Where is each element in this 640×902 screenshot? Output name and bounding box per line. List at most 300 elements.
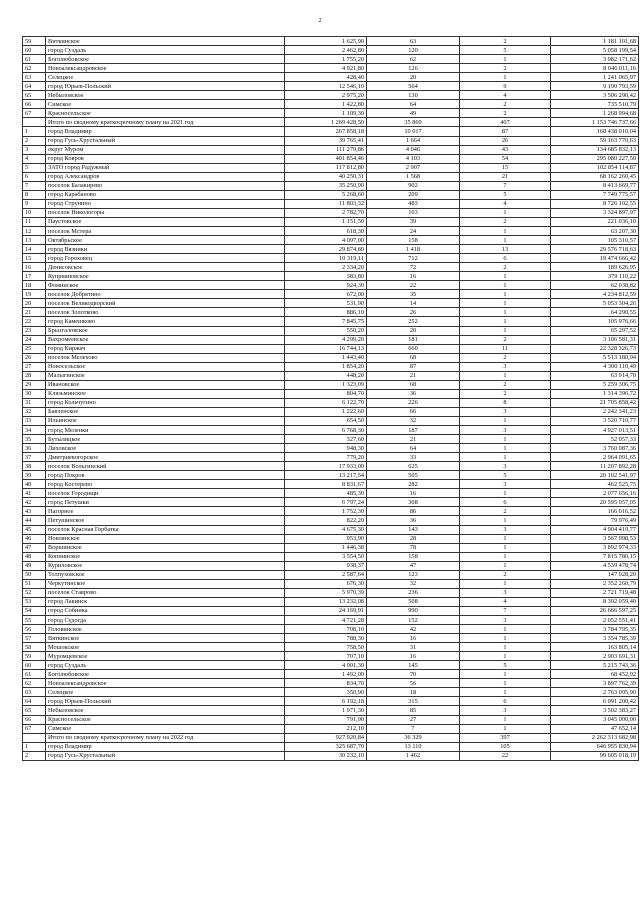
table-cell: 134 685 832,13	[551, 145, 639, 154]
table-cell: город Юрьев-Польский	[46, 697, 285, 706]
table-cell: 12 546,10	[285, 82, 367, 91]
table-cell: 1 181 101,68	[551, 37, 639, 46]
table-cell: 42	[23, 498, 46, 507]
table-cell: 7 815 780,15	[551, 552, 639, 561]
table-cell: 1	[460, 643, 551, 652]
table-cell: 67	[23, 724, 46, 733]
table-row	[23, 199, 639, 208]
table-cell: 56	[367, 679, 460, 688]
table-cell: 1	[460, 371, 551, 380]
table-cell: город Юрьев-Польский	[46, 82, 285, 91]
table-cell: 1 854,20	[285, 362, 367, 371]
table-cell: 3 506 290,42	[551, 91, 639, 100]
table-cell: 3 897 762,39	[551, 679, 639, 688]
table-cell: поселок Мелехово	[46, 353, 285, 362]
table-total-row	[23, 118, 639, 127]
table-cell: 5 268,60	[285, 190, 367, 199]
table-row	[23, 208, 639, 217]
table-cell: 948,30	[285, 444, 367, 453]
table-row	[23, 489, 639, 498]
table-cell: поселок Мстера	[46, 226, 285, 235]
table-cell: 65	[23, 706, 46, 715]
table-total-row	[23, 733, 639, 742]
table-cell: 26	[460, 136, 551, 145]
table-cell: 50	[23, 570, 46, 579]
table-cell: 236	[367, 588, 460, 597]
table-cell: 508	[367, 597, 460, 606]
table-cell: 123	[367, 570, 460, 579]
table-cell: 676,30	[285, 579, 367, 588]
table-row	[23, 109, 639, 118]
table-cell: 66	[23, 100, 46, 109]
table-cell: 52	[23, 588, 46, 597]
table-cell: 60	[23, 46, 46, 55]
table-cell: 3 502 383,27	[551, 706, 639, 715]
table-cell: 47	[23, 543, 46, 552]
table-cell: 654,50	[285, 416, 367, 425]
table-cell: 120	[367, 46, 460, 55]
table-cell: 822,20	[285, 516, 367, 525]
table-cell: 1	[460, 299, 551, 308]
table-cell: 1 755,20	[285, 55, 367, 64]
table-cell: 2	[460, 389, 551, 398]
table-row	[23, 670, 639, 679]
table-cell: 27	[23, 362, 46, 371]
table-cell: город Ковров	[46, 154, 285, 163]
table-cell: 1	[460, 308, 551, 317]
table-cell: 2 763 095,90	[551, 688, 639, 697]
table-cell: 2 077 656,16	[551, 489, 639, 498]
table-cell: поселок Ставрово	[46, 588, 285, 597]
table-cell: 49	[23, 561, 46, 570]
table-cell: город Гусь-Хрустальный	[46, 136, 285, 145]
table-cell: 1	[460, 579, 551, 588]
table-cell: 6	[460, 697, 551, 706]
table-cell: 64	[23, 82, 46, 91]
table-row	[23, 254, 639, 263]
table-cell: Боголюбовское	[46, 670, 285, 679]
table-cell: 63 914,70	[551, 371, 639, 380]
table-cell: 758,50	[285, 643, 367, 652]
table-cell: 39 765,41	[285, 136, 367, 145]
table-cell: 282	[367, 480, 460, 489]
table-cell: 1	[460, 634, 551, 643]
table-cell: 2 975,20	[285, 91, 367, 100]
table-row	[23, 606, 639, 615]
table-cell: 4 103	[367, 154, 460, 163]
table-cell: 448,20	[285, 371, 367, 380]
table-cell: 3 324 897,97	[551, 208, 639, 217]
table-cell: 102 854 114,87	[551, 163, 639, 172]
table-cell: 625	[367, 462, 460, 471]
table-cell: 38	[23, 462, 46, 471]
table-cell: 41	[23, 489, 46, 498]
table-cell: 1 314 396,72	[551, 389, 639, 398]
table-cell: 1 109,30	[285, 109, 367, 118]
table-row	[23, 525, 639, 534]
table-cell: 1 752,30	[285, 507, 367, 516]
table-cell: 6 768,30	[285, 426, 367, 435]
table-cell: 55	[23, 616, 46, 625]
table-row	[23, 272, 639, 281]
table-cell: 327,60	[285, 435, 367, 444]
table-cell: город Покров	[46, 471, 285, 480]
table-cell: 2 262 313 682,98	[551, 733, 639, 742]
table-row	[23, 652, 639, 661]
table-cell: 308	[367, 498, 460, 507]
table-cell: 111 279,86	[285, 145, 367, 154]
table-cell: 485,30	[285, 489, 367, 498]
table-cell: 221 036,10	[551, 217, 639, 226]
table-cell: 5	[460, 190, 551, 199]
table-row	[23, 64, 639, 73]
table-cell: 29 576 718,63	[551, 245, 639, 254]
table-cell: 68 452,92	[551, 670, 639, 679]
table-cell: 61	[23, 55, 46, 64]
table-cell: 62	[23, 64, 46, 73]
table-cell: 8 831,67	[285, 480, 367, 489]
table-cell: 902	[367, 181, 460, 190]
table-cell: 1 971,30	[285, 706, 367, 715]
table-cell: 3	[460, 525, 551, 534]
table-cell: 33	[367, 453, 460, 462]
table-cell: 158	[367, 236, 460, 245]
table-cell: 7	[367, 724, 460, 733]
table-cell: 189 626,95	[551, 263, 639, 272]
table-cell: 7	[460, 181, 551, 190]
table-cell: город Вязники	[46, 245, 285, 254]
table-cell: 2 587,64	[285, 570, 367, 579]
table-cell: 5 058 199,54	[551, 46, 639, 55]
table-cell: 1 443,40	[285, 353, 367, 362]
table-cell: 13 232,08	[285, 597, 367, 606]
table-row	[23, 462, 639, 471]
table-cell: 9 190 793,59	[551, 82, 639, 91]
table-cell: 3 784 795,35	[551, 625, 639, 634]
table-cell: 13 110	[367, 742, 460, 751]
table-cell: Итого по сводному краткосрочному плану на 2021 год	[46, 118, 285, 127]
table-row	[23, 371, 639, 380]
table-cell: 3	[460, 407, 551, 416]
table-cell: 21	[23, 308, 46, 317]
table-cell: 11	[23, 217, 46, 226]
table-row	[23, 172, 639, 181]
table-cell: 72	[367, 263, 460, 272]
table-cell: 3 982 171,62	[551, 55, 639, 64]
table-row	[23, 326, 639, 335]
table-cell: 4 539 478,74	[551, 561, 639, 570]
table-cell: 63	[367, 37, 460, 46]
table-cell: 1	[460, 236, 551, 245]
table-cell: 35 250,90	[285, 181, 367, 190]
table-cell: 927 920,84	[285, 733, 367, 742]
table-cell: 209	[367, 190, 460, 199]
table-cell: 1 268 994,68	[551, 109, 639, 118]
table-row	[23, 245, 639, 254]
table-cell: 2	[460, 37, 551, 46]
table-cell: 1 153 746 737,66	[551, 118, 639, 127]
table-cell: 20	[23, 299, 46, 308]
table-cell: 3	[460, 426, 551, 435]
table-row	[23, 181, 639, 190]
table-cell: 531,90	[285, 299, 367, 308]
table-cell: 3	[460, 616, 551, 625]
table-cell: 4	[460, 91, 551, 100]
table-cell: 2 903 691,31	[551, 652, 639, 661]
table-cell: 2	[460, 64, 551, 73]
table-cell: 145	[367, 661, 460, 670]
table-cell: 7	[460, 606, 551, 615]
table-cell: 27	[367, 715, 460, 724]
table-cell: 60	[23, 661, 46, 670]
table-row	[23, 91, 639, 100]
table-cell: 32	[367, 579, 460, 588]
table-row	[23, 435, 639, 444]
table-cell: 6 122,70	[285, 398, 367, 407]
table-cell: 16	[367, 634, 460, 643]
table-cell: город Суздаль	[46, 46, 285, 55]
table-cell: 152	[367, 616, 460, 625]
table-cell: 1 222,60	[285, 407, 367, 416]
table-cell: 1 269 428,50	[285, 118, 367, 127]
table-row	[23, 715, 639, 724]
table-cell: 105 310,57	[551, 236, 639, 245]
table-row	[23, 543, 639, 552]
table-cell: 56	[23, 625, 46, 634]
table-cell: 2	[23, 751, 46, 760]
table-cell: 2 907	[367, 163, 460, 172]
table-cell: 2	[460, 109, 551, 118]
table-cell: 181	[367, 335, 460, 344]
table-cell: Боголюбовское	[46, 55, 285, 64]
table-cell: Петушинское	[46, 516, 285, 525]
table-cell: 1	[460, 679, 551, 688]
table-cell: город Струнино	[46, 199, 285, 208]
table-cell: 2	[460, 100, 551, 109]
table-cell: округ Муром	[46, 145, 285, 154]
table-cell: поселок Добрятино	[46, 290, 285, 299]
table-cell: 35	[367, 290, 460, 299]
table-row	[23, 688, 639, 697]
table-cell: 4 097,00	[285, 236, 367, 245]
table-cell: 1 323,09	[285, 380, 367, 389]
table-cell: 2 334,20	[285, 263, 367, 272]
table-cell: 707,10	[285, 652, 367, 661]
table-cell: 40 250,31	[285, 172, 367, 181]
table-cell: Новосельское	[46, 362, 285, 371]
table-cell: 1	[460, 561, 551, 570]
table-cell: 11 207 892,28	[551, 462, 639, 471]
table-row	[23, 679, 639, 688]
table-row	[23, 588, 639, 597]
table-cell: 11	[460, 344, 551, 353]
table-cell: 4 234 812,59	[551, 290, 639, 299]
table-cell: поселок Красная Горбатка	[46, 525, 285, 534]
table-cell: 8	[23, 190, 46, 199]
table-row	[23, 552, 639, 561]
table-cell: 26 666 597,25	[551, 606, 639, 615]
table-cell: Ивановское	[46, 380, 285, 389]
table-cell: 168 438 010,04	[551, 127, 639, 136]
table-row	[23, 317, 639, 326]
table-cell: 5	[460, 471, 551, 480]
table-cell: город Владимир	[46, 742, 285, 751]
table-cell: 166 016,52	[551, 507, 639, 516]
table-cell: Октябрьское	[46, 236, 285, 245]
table-cell: 252	[367, 317, 460, 326]
table-cell: 1 625,90	[285, 37, 367, 46]
table-cell	[23, 118, 46, 127]
table-cell: 2	[23, 136, 46, 145]
table-cell: 22	[367, 281, 460, 290]
table-row	[23, 100, 639, 109]
table-cell: 26	[23, 353, 46, 362]
table-row	[23, 570, 639, 579]
table-cell: 1	[460, 724, 551, 733]
table-cell: 35	[23, 435, 46, 444]
table-row	[23, 724, 639, 733]
table-cell: город Собинка	[46, 606, 285, 615]
table-cell: 315	[367, 697, 460, 706]
table-cell: город Гусь-Хрустальный	[46, 751, 285, 760]
table-cell: 2 782,70	[285, 208, 367, 217]
table-cell: 187	[367, 426, 460, 435]
table-cell: 20	[367, 73, 460, 82]
table-cell: 4	[460, 199, 551, 208]
table-row	[23, 480, 639, 489]
table-row	[23, 751, 639, 760]
table-cell: поселок Никологоры	[46, 208, 285, 217]
table-cell: 59	[23, 652, 46, 661]
table-cell: 1	[460, 543, 551, 552]
table-cell: город Меленки	[46, 426, 285, 435]
table-cell: 1	[460, 55, 551, 64]
table-cell: 5 215 743,36	[551, 661, 639, 670]
table-cell: 2	[460, 353, 551, 362]
table-cell: Воршинское	[46, 543, 285, 552]
table-cell	[23, 733, 46, 742]
table-cell: 32	[367, 416, 460, 425]
table-cell: Черкутинское	[46, 579, 285, 588]
table-row	[23, 634, 639, 643]
table-cell: 788,30	[285, 634, 367, 643]
table-cell: 86	[367, 507, 460, 516]
table-cell: Виткинское	[46, 37, 285, 46]
table-cell: 58	[23, 643, 46, 652]
table-cell: 36 329	[367, 733, 460, 742]
table-cell: 3 760 087,36	[551, 444, 639, 453]
table-row	[23, 416, 639, 425]
table-cell: 350,90	[285, 688, 367, 697]
table-cell: 64	[367, 444, 460, 453]
table-cell: 85	[367, 706, 460, 715]
table-cell: 21	[460, 172, 551, 181]
table-cell: 42	[367, 625, 460, 634]
table-cell: 886,10	[285, 308, 367, 317]
table-cell: 99 605 018,19	[551, 751, 639, 760]
table-cell: 87	[367, 362, 460, 371]
table-row	[23, 534, 639, 543]
table-cell: 4 927 013,51	[551, 426, 639, 435]
table-cell: 5 053 304,26	[551, 299, 639, 308]
table-cell: 397	[460, 733, 551, 742]
table-row	[23, 597, 639, 606]
table-cell: 4 721,28	[285, 616, 367, 625]
table-cell: 550,20	[285, 326, 367, 335]
table-cell: 65	[23, 91, 46, 100]
table-cell: 52 057,33	[551, 435, 639, 444]
table-cell: Лиховское	[46, 444, 285, 453]
table-cell: 295 080 227,50	[551, 154, 639, 163]
table-cell: 33	[23, 416, 46, 425]
table-cell: 16	[23, 263, 46, 272]
table-cell: 21 705 858,42	[551, 398, 639, 407]
table-cell: 11 803,32	[285, 199, 367, 208]
table-cell: Мошокское	[46, 643, 285, 652]
table-cell: 18	[367, 688, 460, 697]
table-cell: 1	[460, 552, 551, 561]
table-cell: 22 328 326,73	[551, 344, 639, 353]
table-cell: 407	[460, 118, 551, 127]
table-cell: 61	[23, 670, 46, 679]
table-cell: 23	[23, 326, 46, 335]
table-row	[23, 236, 639, 245]
table-cell: 3 567 998,53	[551, 534, 639, 543]
table-cell: поселок Великодворский	[46, 299, 285, 308]
table-cell: 163 805,14	[551, 643, 639, 652]
table-cell: Вахромеевское	[46, 335, 285, 344]
table-cell: 2 462,80	[285, 46, 367, 55]
table-cell: 6 091 200,42	[551, 697, 639, 706]
table-cell: 2	[460, 335, 551, 344]
table-cell: Толпуховское	[46, 570, 285, 579]
table-cell: ЗАТО город Радужный	[46, 163, 285, 172]
table-cell: город Гороховец	[46, 254, 285, 263]
table-cell: 51	[23, 579, 46, 588]
table-cell: 20 102 541,97	[551, 471, 639, 480]
table-cell: 953,90	[285, 534, 367, 543]
table-cell: 39	[367, 217, 460, 226]
table-cell: Симское	[46, 724, 285, 733]
table-row	[23, 344, 639, 353]
table-cell: 70	[367, 670, 460, 679]
table-cell: Копнинское	[46, 552, 285, 561]
table-row	[23, 561, 639, 570]
table-row	[23, 145, 639, 154]
table-row	[23, 154, 639, 163]
table-cell: 62	[23, 679, 46, 688]
table-cell: 4 921,80	[285, 64, 367, 73]
table-row	[23, 706, 639, 715]
table-cell: 64	[367, 100, 460, 109]
table-cell: 35 869	[367, 118, 460, 127]
table-cell: 3	[460, 362, 551, 371]
table-cell: Селецкое	[46, 688, 285, 697]
table-cell: 68	[367, 380, 460, 389]
page-number: 2	[318, 18, 322, 24]
table-cell: 5 970,39	[285, 588, 367, 597]
table-cell: 1 151,50	[285, 217, 367, 226]
table-cell: 924,30	[285, 281, 367, 290]
table-cell: 13	[460, 245, 551, 254]
table-cell: 1	[460, 444, 551, 453]
table-cell: 1	[460, 534, 551, 543]
table-row	[23, 37, 639, 46]
table-cell: 29 874,80	[285, 245, 367, 254]
table-cell: 14	[367, 299, 460, 308]
table-cell: 16	[367, 489, 460, 498]
table-cell: 1	[23, 742, 46, 751]
